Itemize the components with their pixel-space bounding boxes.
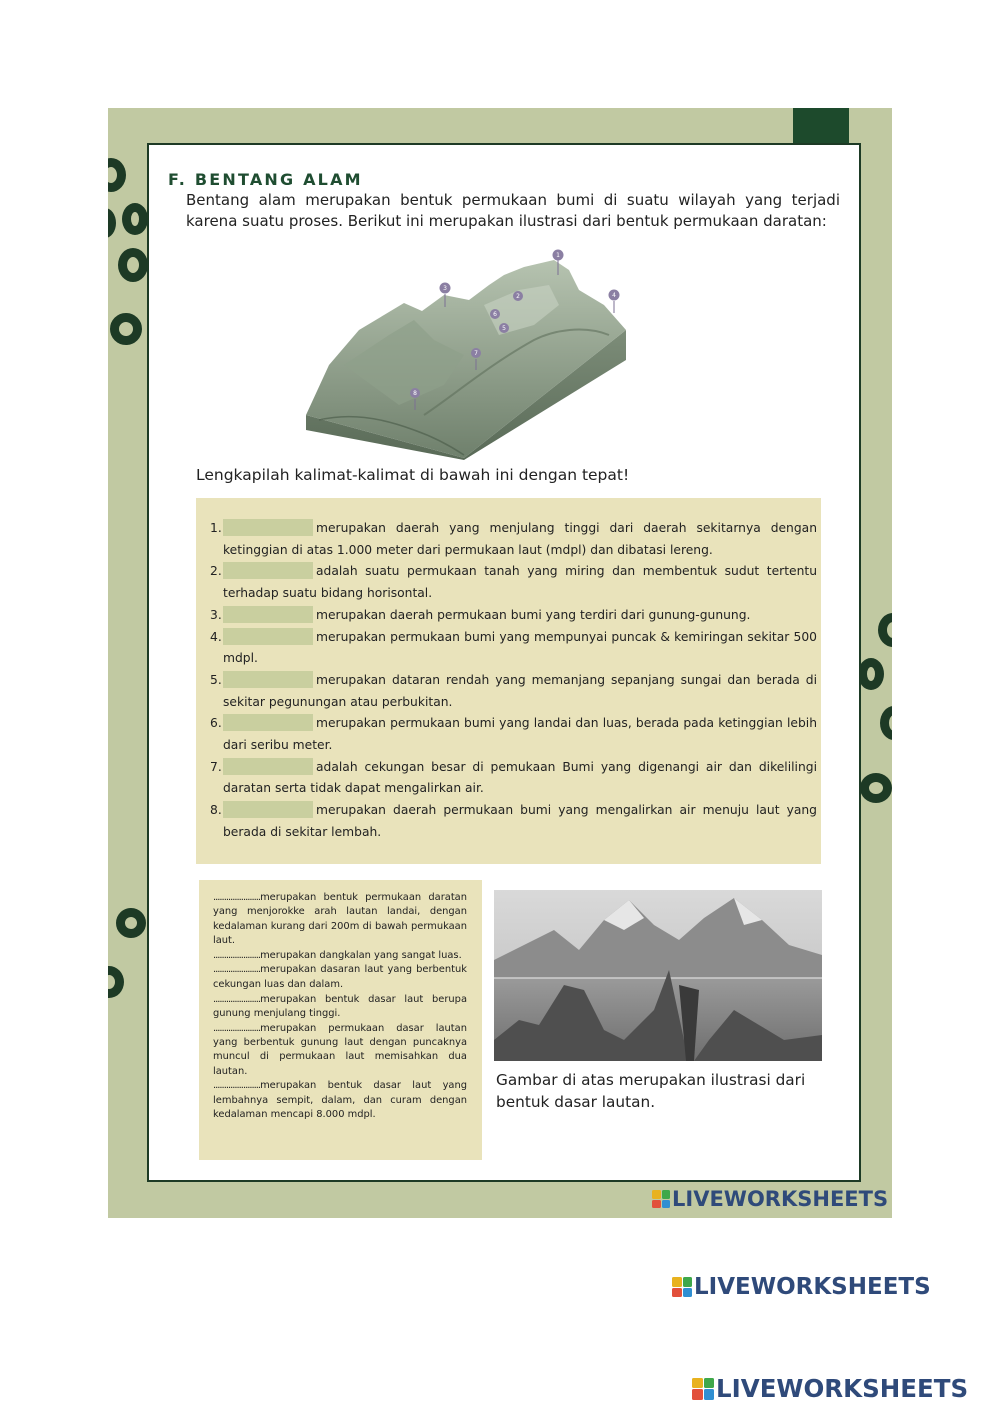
- question-text: merupakan permukaan bumi yang mempunyai puncak & kemiringan sekitar 500 mdpl.: [223, 629, 817, 666]
- answer-blank-3[interactable]: [223, 606, 313, 623]
- question-text: merupakan dataran rendah yang memanjang sepanjang sungai dan berada di sekitar pegunungan atau perbukitan.: [223, 672, 817, 709]
- decor-ring: [108, 208, 116, 238]
- decor-ring: [118, 248, 148, 282]
- logo-text: LIVEWORKSHEETS: [716, 1374, 969, 1403]
- logo-mark-icon: [672, 1277, 692, 1297]
- answer-blank-8[interactable]: [223, 801, 313, 818]
- question-text: merupakan daerah yang menjulang tinggi dari daerah sekitarnya dengan ketinggian di atas 1.000 meter dari permukaan laut (mdpl) dan dibatasi lereng.: [223, 521, 817, 557]
- section-title: F. BENTANG ALAM: [168, 170, 363, 189]
- question-item: [196, 670, 821, 713]
- decor-ring: [878, 613, 892, 647]
- seafloor-list: [213, 891, 467, 1123]
- decor-ring: [860, 773, 892, 803]
- question-item: [196, 800, 821, 843]
- logo-mark-icon: [692, 1378, 714, 1400]
- question-text: merupakan permukaan bumi yang landai dan luas, berada pada ketinggian lebih dari seribu meter.: [223, 716, 817, 753]
- answer-blank-7[interactable]: [223, 758, 313, 775]
- question-number: 2.: [210, 564, 222, 579]
- corner-accent: [793, 108, 849, 146]
- questions-box: [196, 498, 821, 864]
- marker-label: 2: [516, 293, 520, 300]
- question-text: merupakan daerah permukaan bumi yang mengalirkan air menuju laut yang berada di sekitar lembah.: [223, 803, 817, 839]
- answer-dots[interactable]: ......................: [213, 1022, 261, 1034]
- decor-ring: [858, 658, 884, 690]
- question-item: [196, 713, 821, 756]
- question-number: 5.: [210, 672, 222, 687]
- answer-blank-5[interactable]: [223, 671, 313, 688]
- answer-dots[interactable]: ......................: [213, 964, 261, 976]
- seafloor-item: [213, 891, 467, 948]
- answer-dots[interactable]: ......................: [213, 1080, 261, 1092]
- seafloor-item: [213, 1079, 467, 1122]
- question-text: merupakan daerah permukaan bumi yang terdiri dari gunung-gunung.: [316, 607, 751, 622]
- question-text: adalah cekungan besar di pemukaan Bumi yang digenangi air dan dikelilingi daratan serta tidak dapat mengalirkan air.: [223, 759, 817, 796]
- question-number: 4.: [210, 629, 222, 644]
- answer-blank-1[interactable]: [223, 519, 313, 536]
- question-number: 7.: [210, 759, 222, 774]
- question-item: [196, 627, 821, 670]
- marker-label: 1: [556, 252, 560, 259]
- question-text: adalah suatu permukaan tanah yang miring dan membentuk sudut tertentu terhadap suatu bidang horisontal.: [223, 564, 817, 601]
- seafloor-text: merupakan permukaan dasar lautan yang berbentuk gunung laut dengan puncaknya muncul di permukaan laut memisahkan dua lautan.: [213, 1022, 467, 1077]
- ocean-floor-illustration: [494, 890, 822, 1061]
- answer-blank-2[interactable]: [223, 562, 313, 579]
- seafloor-text: merupakan bentuk permukaan daratan yang menjorokke arah lautan landai, dengan kedalaman kurang dari 200m di bawah permukaan laut.: [213, 892, 467, 946]
- answer-blank-4[interactable]: [223, 628, 313, 645]
- seafloor-box: [199, 880, 482, 1160]
- liveworksheets-logo: [652, 1187, 888, 1211]
- question-number: 6.: [210, 716, 222, 731]
- decor-ring: [108, 158, 126, 192]
- intro-paragraph: Bentang alam merupakan bentuk permukaan bumi di suatu wilayah yang terjadi karena suatu proses. Berikut ini merupakan ilustrasi dari bentuk permukaan daratan:: [186, 191, 840, 230]
- marker-label: 5: [502, 325, 506, 332]
- seafloor-item: [213, 963, 467, 992]
- question-item: [196, 605, 821, 627]
- seafloor-text: merupakan bentuk dasar laut berupa gunung menjulang tinggi.: [213, 993, 467, 1019]
- marker-label: 7: [474, 350, 478, 357]
- logo-mark-icon: [652, 1190, 670, 1208]
- seafloor-item: [213, 949, 467, 963]
- logo-text: LIVEWORKSHEETS: [672, 1187, 889, 1211]
- decor-ring: [110, 313, 142, 345]
- decor-ring: [122, 203, 148, 235]
- liveworksheets-logo: [672, 1274, 931, 1300]
- answer-blank-6[interactable]: [223, 714, 313, 731]
- seafloor-text: merupakan bentuk dasar laut yang lembahnya sempit, dalam, dan curam dengan kedalaman mencapi 8.000 mdpl.: [213, 1080, 467, 1120]
- marker-label: 3: [443, 285, 447, 292]
- question-number: 8.: [210, 803, 222, 818]
- ocean-caption: Gambar di atas merupakan ilustrasi dari bentuk dasar lautan.: [496, 1071, 806, 1111]
- question-item: [196, 561, 821, 604]
- liveworksheets-logo: [692, 1374, 968, 1403]
- seafloor-text: merupakan dasaran laut yang berbentuk cekungan luas dan dalam.: [213, 964, 467, 990]
- question-number: 1.: [210, 521, 222, 535]
- decor-ring: [108, 966, 124, 998]
- question-number: 3.: [210, 607, 222, 622]
- marker-label: 4: [612, 292, 616, 299]
- instruction-text: Lengkapilah kalimat-kalimat di bawah ini dengan tepat!: [196, 466, 630, 484]
- seafloor-text: merupakan dangkalan yang sangat luas.: [260, 949, 462, 961]
- marker-label: 8: [413, 390, 417, 397]
- decor-ring: [116, 908, 146, 938]
- answer-dots[interactable]: ......................: [213, 993, 261, 1005]
- question-list: [196, 518, 821, 844]
- seafloor-item: [213, 993, 467, 1022]
- answer-dots[interactable]: ......................: [213, 949, 261, 961]
- seafloor-item: [213, 1022, 467, 1079]
- answer-dots[interactable]: ......................: [213, 892, 261, 903]
- question-item: [196, 757, 821, 800]
- logo-text: LIVEWORKSHEETS: [694, 1274, 931, 1300]
- marker-label: 6: [493, 311, 497, 318]
- question-item: [196, 518, 821, 561]
- decor-ring: [880, 706, 892, 740]
- landform-illustration: [304, 245, 626, 460]
